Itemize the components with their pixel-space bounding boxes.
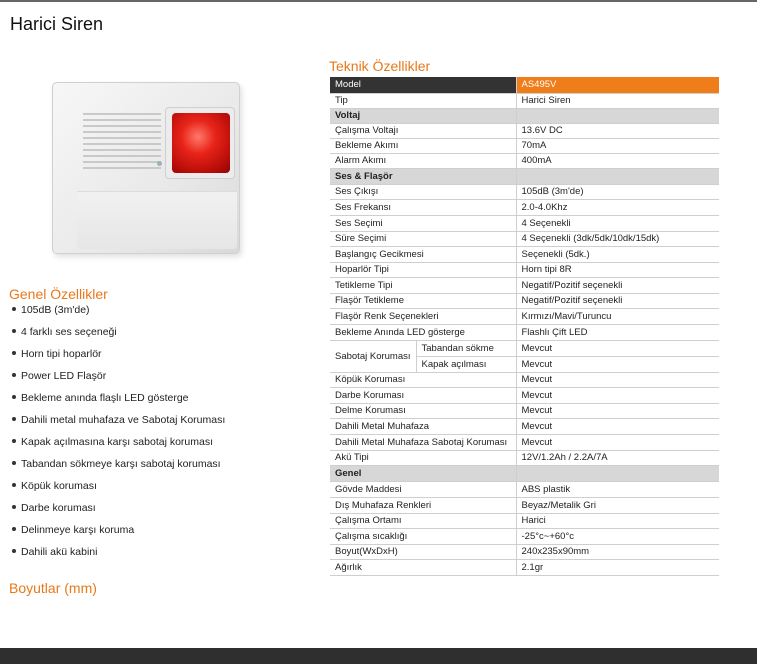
table-row: Delme Koruması Mevcut [330,403,719,418]
specs-title: Teknik Özellikler [329,58,431,74]
table-row-model [330,77,719,93]
bullet-icon [12,395,16,399]
table-row: Boyut(WxDxH) 240x235x90mm [330,544,719,559]
table-row: Kapak açılması Mevcut [330,356,719,372]
list-item: Horn tipi hoparlör [12,348,225,370]
table-row: Ses Seçimi 4 Seçenekli [330,215,719,231]
list-item: 4 farklı ses seçeneği [12,326,225,348]
list-item: Power LED Flaşör [12,370,225,392]
list-item: Kapak açılmasına karşı sabotaj koruması [12,436,225,458]
list-item: Bekleme anında flaşlı LED gösterge [12,392,225,414]
table-row-tamper: Sabotaj Koruması Tabandan sökme Mevcut [330,340,719,356]
table-row: Bekleme Anında LED gösterge Flashlı Çift LED [330,324,719,340]
list-item: Darbe koruması [12,502,225,524]
table-row: Tip Harici Siren [330,93,719,108]
bullet-icon [12,329,16,333]
bullet-icon [12,373,16,377]
table-row: Çalışma Ortamı Harici [330,513,719,528]
list-item: Delinmeye karşı koruma [12,524,225,546]
list-item: Tabandan sökmeye karşı sabotaj koruması [12,458,225,480]
flasher-frame [165,107,235,179]
list-item: Dahili akü kabini [12,546,225,568]
table-row: Gövde Maddesi ABS plastik [330,481,719,497]
tamper-label: Sabotaj Koruması [330,340,416,372]
list-item: Dahili metal muhafaza ve Sabotaj Koruması [12,414,225,436]
table-row: Akü Tipi 12V/1.2Ah / 2.2A/7A [330,450,719,465]
table-row: Başlangıç Gecikmesi Seçenekli (5dk.) [330,246,719,262]
list-item: 105dB (3m'de) [12,304,225,326]
top-divider [0,0,757,2]
bullet-icon [12,351,16,355]
table-row: Ağırlık 2.1gr [330,559,719,575]
table-row: Köpük Koruması Mevcut [330,372,719,387]
bullet-icon [12,527,16,531]
table-row: Çalışma sıcaklığı -25°c~+60°c [330,528,719,544]
table-row: Tetikleme Tipi Negatif/Pozitif seçenekli [330,277,719,293]
siren-lower-panel [77,191,237,249]
bullet-icon [12,461,16,465]
table-row: Bekleme Akımı 70mA [330,138,719,153]
status-led [157,161,162,166]
table-row: Çalışma Voltajı 13.6V DC [330,123,719,138]
bullet-icon [12,417,16,421]
general-features-list [12,304,225,568]
table-row: Dahili Metal Muhafaza Mevcut [330,418,719,434]
table-row: Dış Muhafaza Renkleri Beyaz/Metalik Gri [330,497,719,513]
model-value: AS495V [516,77,719,93]
bullet-icon [12,549,16,553]
table-row: Süre Seçimi 4 Seçenekli (3dk/5dk/10dk/15dk) [330,231,719,246]
table-row: Alarm Akımı 400mA [330,153,719,168]
table-row: Darbe Koruması Mevcut [330,387,719,403]
model-label: Model [330,77,516,93]
table-row: Hoparlör Tipi Horn tipi 8R [330,262,719,277]
speaker-grill [83,113,161,171]
bullet-icon [12,307,16,311]
dimensions-title: Boyutlar (mm) [9,580,97,596]
footer-bar [0,648,757,664]
table-row: Ses Frekansı 2.0-4.0Khz [330,199,719,215]
bullet-icon [12,505,16,509]
table-row: Dahili Metal Muhafaza Sabotaj Koruması Mevcut [330,434,719,450]
list-item: Köpük koruması [12,480,225,502]
page-title: Harici Siren [10,14,104,34]
table-row: Flaşör Renk Seçenekleri Kırmızı/Mavi/Turuncu [330,308,719,324]
specs-table [330,77,719,576]
section-row-voltage: Voltaj [330,108,719,123]
bullet-icon [12,483,16,487]
section-row-general: Genel [330,465,719,481]
table-row: Flaşör Tetikleme Negatif/Pozitif seçenekli [330,293,719,308]
product-image [52,82,243,257]
red-flasher-lens [172,113,230,173]
general-features-title: Genel Özellikler [9,286,108,302]
section-row-sound: Ses & Flaşör [330,168,719,184]
siren-housing [52,82,240,254]
bullet-icon [12,439,16,443]
table-row: Ses Çıkışı 105dB (3m'de) [330,184,719,199]
